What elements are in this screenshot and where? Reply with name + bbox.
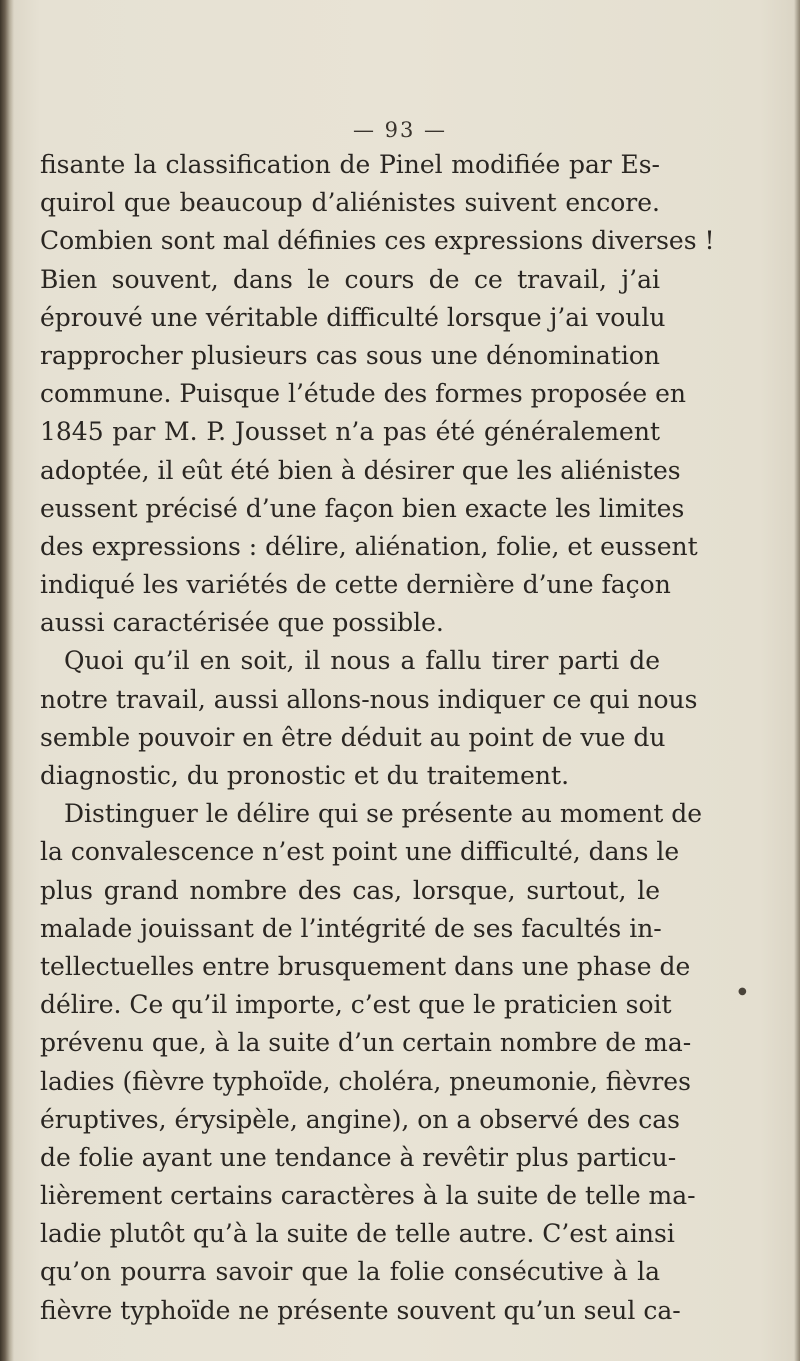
text-line: tellectuelles entre brusquement dans une phase de	[40, 951, 691, 981]
text-line: notre travail, aussi allons-nous indiquer ce qui nous	[40, 684, 698, 714]
text-line: fièvre typhoïde ne présente souvent qu’un seul ca-	[40, 1295, 681, 1325]
text-line: lièrement certains caractères à la suite de telle ma-	[40, 1181, 696, 1211]
text-line: malade jouissant de l’intégrité de ses facultés in-	[40, 913, 662, 943]
text-line: éprouvé une véritable difficulté lorsque j’ai voulu	[40, 302, 666, 332]
page-number: — 93 —	[352, 118, 448, 142]
text-line: diagnostic, du pronostic et du traitement.	[40, 761, 570, 790]
text-line: plus grand nombre des cas, lorsque, surtout, le	[40, 875, 660, 905]
text-line: fisante la classification de Pinel modifiée par Es-	[40, 150, 660, 179]
ink-dot-mark: ●	[738, 986, 747, 997]
text-line: des expressions : délire, aliénation, folie, et eussent	[40, 531, 698, 561]
text-line: Combien sont mal définies ces expressions diverses !	[40, 226, 715, 256]
text-line: semble pouvoir en être déduit au point de vue du	[40, 722, 666, 752]
text-line: 1845 par M. P. Jousset n’a pas été généralement	[40, 417, 660, 447]
page-right-edge	[794, 0, 800, 1361]
text-line: délire. Ce qu’il importe, c’est que le praticien soit	[40, 990, 672, 1020]
text-line: prévenu que, à la suite d’un certain nombre de ma-	[40, 1028, 692, 1058]
text-line: Bien souvent, dans le cours de ce travail, j’ai	[40, 264, 660, 294]
text-line: indiqué les variétés de cette dernière d’une façon	[40, 570, 671, 600]
text-line: de folie ayant une tendance à revêtir plus particu-	[40, 1142, 677, 1172]
text-line: commune. Puisque l’étude des formes proposée en	[40, 379, 687, 409]
body-text	[40, 146, 715, 1330]
text-line: Quoi qu’il en soit, il nous a fallu tirer parti de	[64, 646, 660, 676]
text-line: éruptives, érysipèle, angine), on a observé des cas	[40, 1104, 681, 1134]
text-line: ladie plutôt qu’à la suite de telle autre. C’est ainsi	[40, 1219, 675, 1249]
page-binding-edge	[0, 0, 14, 1361]
text-line: eussent précisé d’une façon bien exacte les limites	[40, 493, 685, 523]
text-line: ladies (fièvre typhoïde, choléra, pneumonie, fièvres	[40, 1066, 691, 1096]
text-line: qu’on pourra savoir que la folie consécutive à la	[40, 1257, 660, 1287]
text-line: quirol que beaucoup d’aliénistes suivent encore.	[40, 188, 660, 218]
text-line: rapprocher plusieurs cas sous une dénomination	[40, 340, 660, 370]
text-line: adoptée, il eût été bien à désirer que les aliénistes	[40, 455, 681, 485]
text-line: la convalescence n’est point une difficulté, dans le	[40, 837, 680, 867]
text-line: Distinguer le délire qui se présente au moment de	[64, 799, 703, 829]
text-line: aussi caractérisée que possible.	[40, 608, 444, 638]
